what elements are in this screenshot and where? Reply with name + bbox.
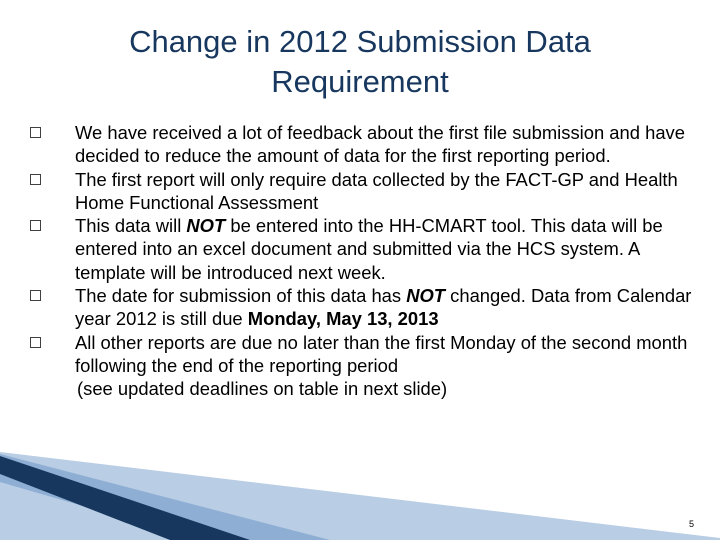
due-date: Monday, May 13, 2013 xyxy=(247,308,439,330)
bullet-note: (see updated deadlines on table in next slide) xyxy=(77,378,448,400)
bullet-item xyxy=(30,168,700,215)
bullet-item xyxy=(30,331,700,401)
bullet-text-start: The date for submission of this data has xyxy=(75,285,407,307)
bullet-text-middle: changed. Data from Calendar year 2012 is still due xyxy=(75,285,692,330)
checkbox-bullet-icon xyxy=(30,220,41,231)
bullet-text-start: This data will xyxy=(75,215,187,237)
checkbox-bullet-icon xyxy=(30,127,41,138)
bullet-text-end: be entered into the HH-CMART tool. This data will be entered into an excel document and submitted via the HCS system. A template will be introduced next week. xyxy=(75,215,663,283)
bullet-item xyxy=(30,121,700,168)
bullet-item xyxy=(30,214,700,284)
checkbox-bullet-icon xyxy=(30,290,41,301)
emphasis-not: NOT xyxy=(186,215,226,237)
bullet-list xyxy=(30,121,700,401)
bullet-text: We have received a lot of feedback about the first file submission and have decided to reduce the amount of data for the first reporting period. xyxy=(75,122,685,167)
checkbox-bullet-icon xyxy=(30,337,41,348)
page-number: 5 xyxy=(689,519,695,529)
slide-title: Change in 2012 Submission Data Requirement xyxy=(129,24,591,99)
checkbox-bullet-icon xyxy=(30,174,41,185)
bullet-item xyxy=(30,284,700,331)
emphasis-not: NOT xyxy=(406,285,446,307)
decorative-swoosh xyxy=(0,430,720,540)
bullet-text: All other reports are due no later than the first Monday of the second month following the end of the reporting period xyxy=(75,331,688,376)
bullet-text: The first report will only require data collected by the FACT-GP and Health Home Functional Assessment xyxy=(75,168,678,213)
